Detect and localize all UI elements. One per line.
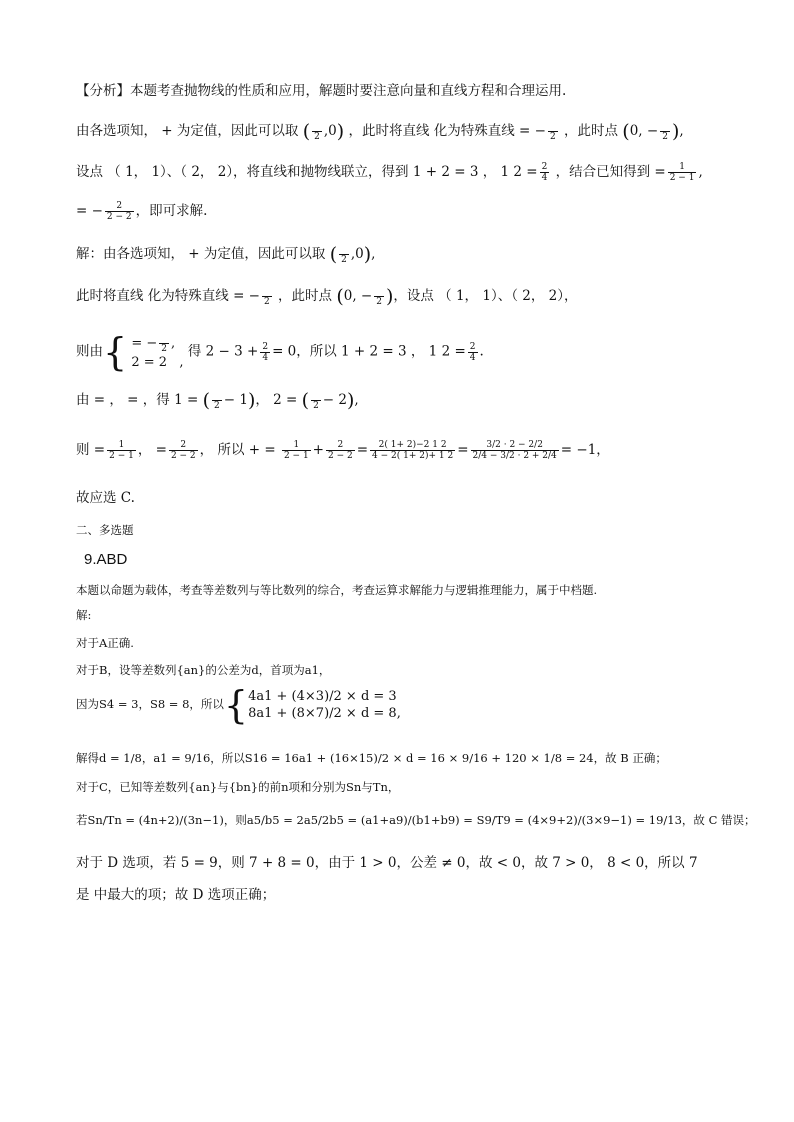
option-b-line-1: 对于B，设等差数列{an}的公差为d，首项为a1， (76, 663, 331, 677)
analysis-text: 设点 （ 1， 1）、（ 2， 2），将直线和抛物线联立，得到 1 + 2 = 3 ， 1 2 = (76, 164, 538, 180)
solution-text: 则 = (76, 442, 106, 458)
option-c-line-1: 对于C，已知等差数列{an}与{bn}的前n项和分别为Sn与Tn， (76, 780, 400, 794)
fraction: 2 (548, 121, 558, 142)
analysis-line-2: 由各选项知， + 为定值，因此可以取 ( 2 ,0) ，此时将直线 化为特殊直线 = − 2 ，此时点 (0, − 2 ), (76, 120, 684, 143)
solution-line-4: 由 = ， = ，得 1 = ( 2 − 1)， 2 = ( 2 − 2), (76, 389, 359, 412)
solution-text: 由 = ， = ，得 1 = (76, 392, 199, 408)
equation: 4a1 + (4×3)/2 × d = 3 (248, 689, 397, 704)
solution-text: = −1， (560, 442, 610, 458)
solution-text: 得 2 − 3 + (187, 343, 259, 360)
solution-text: = 0，所以 1 + 2 = 3 ， 1 2 = (272, 343, 466, 360)
analysis-text: ，即可求解. (135, 203, 208, 219)
solution-line-2: 此时将直线 化为特殊直线 = − 2 ，此时点 (0, − 2 )，设点 （ 1， 1）、（ 2， 2）， (76, 285, 578, 308)
option-b-line-2 (76, 683, 401, 727)
option-c-line-2: 若Sn/Tn = (4n+2)/(3n−1)，则a5/b5 = 2a5/2b5 = (a1+a9)/(b1+b9) = S9/T9 = (4×9+2)/(3×9−1) = 19/13，故 C 错误； (76, 813, 756, 827)
analysis-line-1: 【分析】本题考查抛物线的性质和应用，解题时要注意向量和直线方程和合理运用. (76, 83, 567, 99)
analysis-line-4: = − $\frac{2}{2 - 2}$ ，即可求解. (76, 201, 208, 222)
solution-text: ，此时点 (278, 288, 333, 304)
solution-label: 解: (76, 608, 92, 622)
fraction: 2 (312, 121, 322, 142)
option-d-line-2: 是 中最大的项；故 D 选项正确； (76, 887, 276, 903)
option-b-line-3: 解得d = 1/8，a1 = 9/16，所以S16 = 16a1 + (16×15)/2 × d = 16 × 9/16 + 120 × 1/8 = 24，故 B 正确； (76, 751, 667, 765)
analysis-text: 由各选项知， + 为定值，因此可以取 (76, 123, 299, 139)
section-heading: 二、多选题 (76, 523, 134, 537)
analysis-text: ，此时将直线 化为特殊直线 = − (348, 123, 546, 139)
solution-text: 解：由各选项知， + 为定值，因此可以取 (76, 246, 326, 262)
equation-system: = − 2 , 2 = 2 , (127, 333, 183, 371)
equation-system: 4a1 + (4×3)/2 × d = 3 8a1 + (8×7)/2 × d = 8, (248, 689, 401, 721)
answer-label: 9.ABD (84, 551, 128, 568)
option-d-line-1: 对于 D 选项，若 5 = 9，则 7 + 8 = 0，由于 1 > 0，公差 ≠ 0，故 < 0，故 7 > 0， 8 < 0，所以 7 (76, 855, 698, 871)
solution-line-3: 则由{ = − 2 , 2 = 2 , 得 2 − 3 + $\frac{2}{4}$ = 0，所以 1 + 2 = 3 ， 1 2 = $\frac{2}{4}$ . (76, 330, 484, 374)
solution-text: ， 2 = (255, 392, 298, 408)
solution-text: ，设点 （ 1， 1）、（ 2， 2）， (393, 288, 578, 304)
solution-conclusion: 故应选 C. (76, 490, 135, 506)
solution-line-5: 则 = $\frac{1}{2 - 1}$ ， = $\frac{2}{2 - 2}$ ， 所以 + = $\frac{1}{2 - 1}$ + $\frac{2}{2 - 2}$ = $\frac{2( 1+ 2)-2 1 2}{4 - 2( 1+ 2)+ 1 2}$ = $\frac{3/2 \cdot 2 - 2/2}{2/4 - 3/2 \cdot 2 + 2/4}$ = −1， (76, 440, 610, 461)
option-a-text: 对于A正确. (76, 636, 134, 650)
option-b-text: 因为S4 = 3，S8 = 8，所以 (76, 697, 224, 711)
intro-text: 本题以命题为载体，考查等差数列与等比数列的综合，考查运算求解能力与逻辑推理能力，属于中档题. (76, 583, 598, 597)
analysis-line-3: 设点 （ 1， 1）、（ 2， 2），将直线和抛物线联立，得到 1 + 2 = 3 ， 1 2 = $\frac{2}{4}$ ，结合已知得到 = $\frac{1}{2 - 1}$ , (76, 162, 703, 183)
analysis-text: ，结合已知得到 = (555, 164, 666, 180)
brace-icon: { (223, 683, 249, 727)
point-expression: ( (302, 120, 311, 143)
equation: 8a1 + (8×7)/2 × d = 8 (248, 706, 397, 721)
solution-text: ， 所以 + = (199, 442, 276, 458)
solution-text: 此时将直线 化为特殊直线 = − (76, 288, 260, 304)
solution-text: ， = (137, 442, 167, 458)
analysis-text: ，此时点 (564, 123, 618, 139)
solution-line-1: 解：由各选项知， + 为定值，因此可以取 ( 2 ,0), (76, 243, 376, 266)
solution-text: 则由 (76, 343, 103, 360)
brace-icon: { (103, 330, 128, 374)
